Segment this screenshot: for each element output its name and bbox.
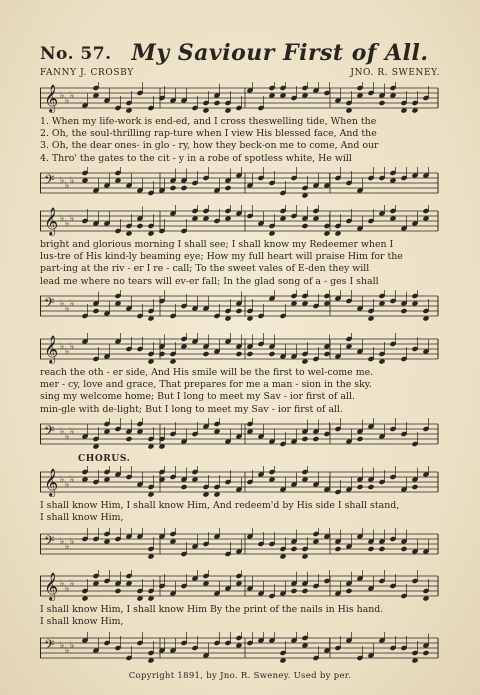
lyric-line: 4. Thro' the gates to the cit - y in a robe of spotless white, He will [40,152,352,164]
lyric-line: 1. When my life-work is end-ed, and I cross theswelling tide, When the [40,116,377,127]
note-head [378,100,385,106]
note-head [323,351,330,357]
flat-icon: ♭ [60,579,65,589]
treble-clef-icon: 𝄞 [44,572,59,600]
flat-icon: ♭ [60,537,65,548]
note-head [158,351,165,357]
lyric-line: lus-tre of His kind-ly beaming eye; How my full heart will praise Him for the [40,251,403,263]
note-head [345,588,352,594]
flat-icon: ♭ [70,175,75,186]
treble-staff [40,82,440,116]
treble-staff [40,466,440,500]
flat-icon: ♭ [65,584,70,594]
note-head [400,546,407,552]
bass-clef-icon: 𝄢 [44,533,55,553]
chorus-label: CHORUS. [78,454,131,464]
music-system-2 [40,205,440,324]
note-head [125,436,132,442]
note-head [290,546,297,552]
note-head [136,223,143,229]
treble-staff [40,205,440,239]
flat-icon: ♭ [65,646,70,657]
flat-icon: ♭ [65,180,70,191]
flat-icon: ♭ [70,298,75,309]
hymn-title: My Saviour First of All. [131,40,429,66]
note-head [356,436,363,442]
note-head [356,484,363,490]
flat-icon: ♭ [65,303,70,314]
note-head [180,185,187,191]
bass-staff [40,632,440,666]
flat-icon: ♭ [65,480,70,490]
lyric-line: I shall know Him, [40,616,124,628]
bass-clef-icon: 𝄢 [44,294,55,314]
lyric-line: bright and glorious morning I shall see; I shall know my Redeemer when I [40,239,394,250]
note-head [411,484,418,490]
note-head [246,351,253,357]
lyric-line: 3. Oh, the dear ones- in glo - ry, how they beck-on me to come, And our [40,140,379,152]
lyric-line: mer - cy, love and grace, That prepares for me a man - sion in the sky. [40,379,372,391]
flat-icon: ♭ [70,641,75,652]
note-head [224,185,231,191]
flat-icon: ♭ [65,347,70,357]
note-head [114,588,121,594]
composer: JNO. R. SWENEY. [350,68,440,78]
note-head [334,546,341,552]
note-head [378,546,385,552]
bass-clef-icon: 𝄢 [44,637,55,657]
note-head [169,185,176,191]
treble-staff [40,570,440,604]
flat-icon: ♭ [65,96,70,106]
treble-clef-icon: 𝄞 [44,84,59,112]
lyric-line: part-ing at the riv - er I re - call; To the sweet vales of E-den they will [40,263,370,275]
flat-icon: ♭ [70,342,75,352]
chorus-lyrics [40,604,440,628]
note-head [290,588,297,594]
flat-icon: ♭ [70,579,75,589]
music-system-4 [40,466,440,562]
lyricist: FANNY J. CROSBY [40,68,134,78]
verse-lyrics [40,239,440,288]
treble-staff [40,333,440,367]
music-system-1 [40,82,440,201]
note-head [92,308,99,314]
note-head [301,436,308,442]
flat-icon: ♭ [60,342,65,352]
note-head [180,484,187,490]
note-head [400,308,407,314]
flat-icon: ♭ [70,91,75,101]
treble-clef-icon: 𝄞 [44,335,59,363]
flat-icon: ♭ [60,641,65,652]
note-head [202,351,209,357]
note-head [301,588,308,594]
flat-icon: ♭ [65,542,70,553]
copyright-notice: Copyright 1891, by Jno. R. Sweney. Used by per. [128,671,352,681]
flat-icon: ♭ [65,219,70,229]
flat-icon: ♭ [70,214,75,224]
verse-lyrics [40,116,440,165]
note-head [422,650,429,656]
note-head [268,351,275,357]
music-system-3 [40,333,440,452]
lyric-line: reach the oth - er side, And His smile will be the first to wel-come me. [40,367,374,378]
lyric-line: sing my welcome home; But I long to meet my Sav - ior first of all. [40,391,355,403]
flat-icon: ♭ [70,426,75,437]
note-head [235,351,242,357]
flat-icon: ♭ [60,475,65,485]
music-system-5 [40,570,440,666]
note-head [367,546,374,552]
note-head [235,308,242,314]
flat-icon: ♭ [60,426,65,437]
treble-clef-icon: 𝄞 [44,207,59,235]
bass-staff [40,418,440,452]
lyric-line: 2. Oh, the soul-thrilling rap-ture when I view His blessed face, And the [40,128,377,140]
lyric-line: I shall know Him, [40,512,124,524]
hymn-number: No. 57. [40,44,112,64]
flat-icon: ♭ [60,298,65,309]
bass-staff [40,290,440,324]
flat-icon: ♭ [65,431,70,442]
bass-clef-icon: 𝄢 [44,422,55,442]
note-head [301,223,308,229]
lyric-line: I shall know Him, I shall know Him By the print of the nails in His hand. [40,604,384,615]
flat-icon: ♭ [60,214,65,224]
note-head [312,436,319,442]
note-head [367,484,374,490]
bass-staff [40,167,440,201]
note-head [213,100,220,106]
hymn-header [40,40,440,70]
flat-icon: ♭ [70,537,75,548]
treble-clef-icon: 𝄞 [44,468,59,496]
lyric-line: I shall know Him, I shall know Him, And redeem'd by His side I shall stand, [40,500,400,511]
lyric-line: lead me where no tears will ev-er fall; In the glad song of a - ges I shall [40,275,379,287]
verse-lyrics [40,367,440,416]
lyric-line: min-gle with de-light; But I long to meet my Sav - ior first of all. [40,403,343,415]
flat-icon: ♭ [60,91,65,101]
flat-icon: ♭ [60,175,65,186]
flat-icon: ♭ [70,475,75,485]
bass-staff [40,528,440,562]
bass-clef-icon: 𝄢 [44,171,55,191]
chorus-lyrics [40,500,440,524]
